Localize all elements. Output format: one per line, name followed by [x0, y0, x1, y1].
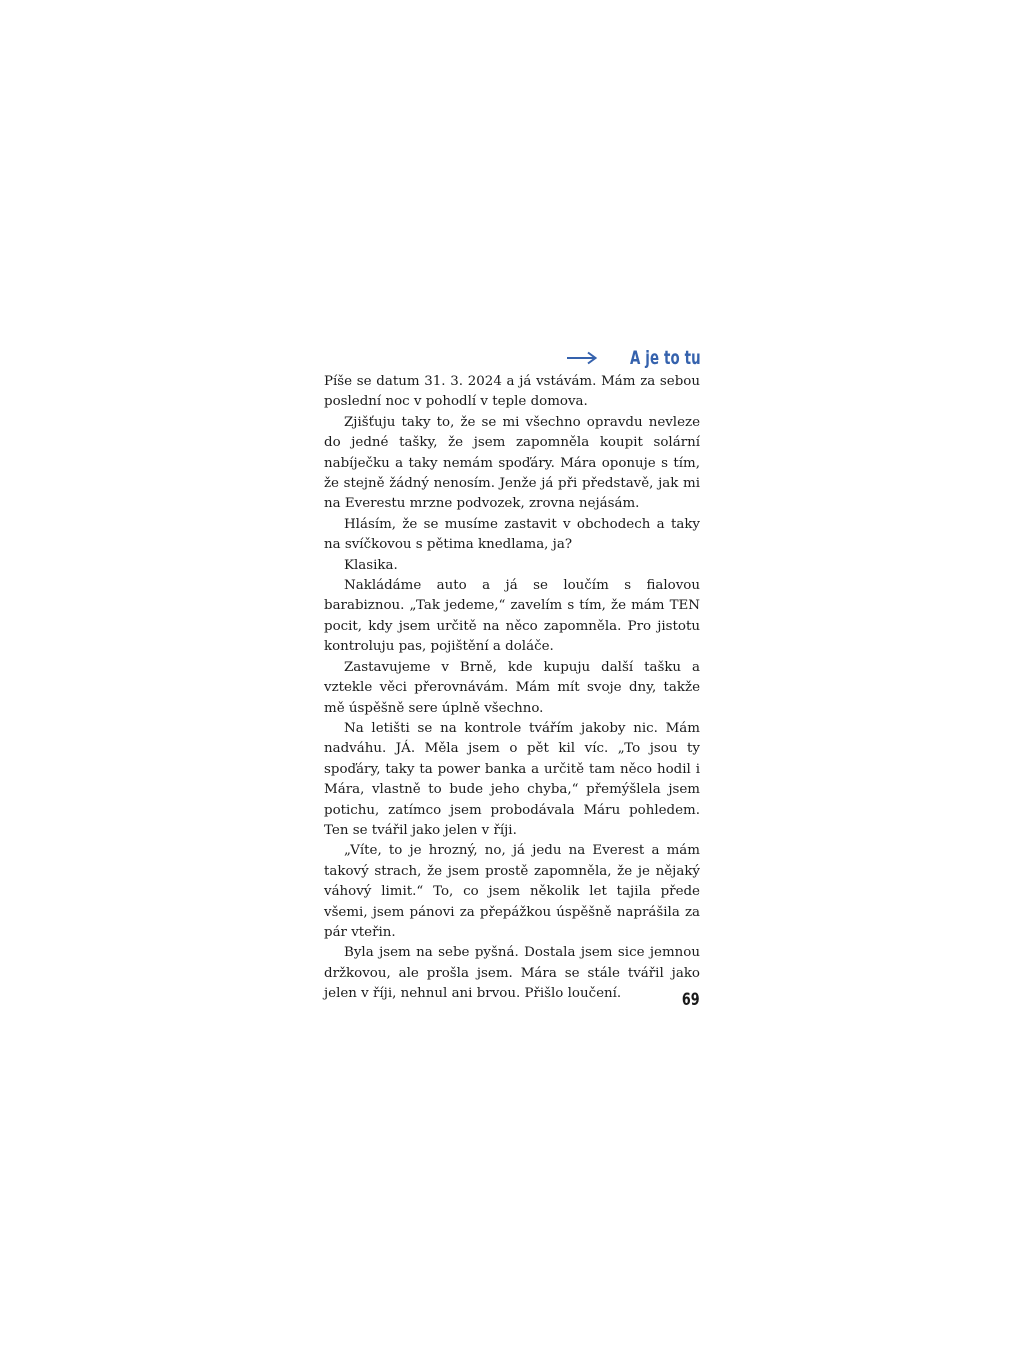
- chapter-title: A je to tu: [630, 347, 701, 369]
- arrow-right-icon: [566, 351, 598, 365]
- paragraph: Hlásím, že se musíme zastavit v obchodech a taky na svíčkovou s pětima knedlama, ja?: [324, 516, 700, 553]
- paragraph: Byla jsem na sebe pyšná. Dostala jsem sice jemnou držkovou, ale prošla jsem. Mára se stále tvářil jako jelen v říji, nehnul ani brvou. Přišlo loučení.: [324, 945, 700, 1002]
- paragraph: Klasika.: [344, 557, 398, 573]
- page-number: 69: [682, 990, 700, 1010]
- paragraph: Zastavujeme v Brně, kde kupuju další tašku a vztekle věci přerovnávám. Mám mít svoje dny, takže mě úspěšně sere úplně všechno.: [324, 659, 700, 716]
- paragraph: Píše se datum 31. 3. 2024 a já vstávám. Mám za sebou poslední noc v pohodlí v teple domova.: [324, 374, 700, 410]
- paragraph: Na letišti se na kontrole tvářím jakoby nic. Mám nadváhu. JÁ. Měla jsem o pět kil víc. „To jsou ty spoďáry, taky ta power banka a určitě tam něco hodil i Mára, vlastně to bude jeho chyba,“ přemýšlela jsem potichu, zatímco jsem probodávala Máru pohledem. Ten se tvářil jako jelen v říji.: [324, 720, 700, 838]
- running-header: [566, 344, 701, 372]
- paragraph: „Víte, to je hrozný, no, já jedu na Everest a mám takový strach, že jsem prostě zapomněla, že je nějaký váhový limit.“ To, co jsem několik let tajila přede všemi, jsem pánovi za přepážkou úspěšně naprášila za pár vteřin.: [324, 843, 700, 940]
- paragraph: Nakládáme auto a já se loučím s fialovou barabiznou. „Tak jedeme,“ zavelím s tím, že mám TEN pocit, kdy jsem určitě na něco zapomněla. Pro jistotu kontroluju pas, pojištění a doláče.: [324, 578, 700, 655]
- body-text: [324, 372, 700, 1005]
- paragraph: Zjišťuju taky to, že se mi všechno opravdu nevleze do jedné tašky, že jsem zapomněla koupit solární nabíječku a taky nemám spoďáry. Mára oponuje s tím, že stejně žádný nenosím. Jenže já při představě, jak mi na Everestu mrzne podvozek, zrovna nejásám.: [324, 414, 700, 512]
